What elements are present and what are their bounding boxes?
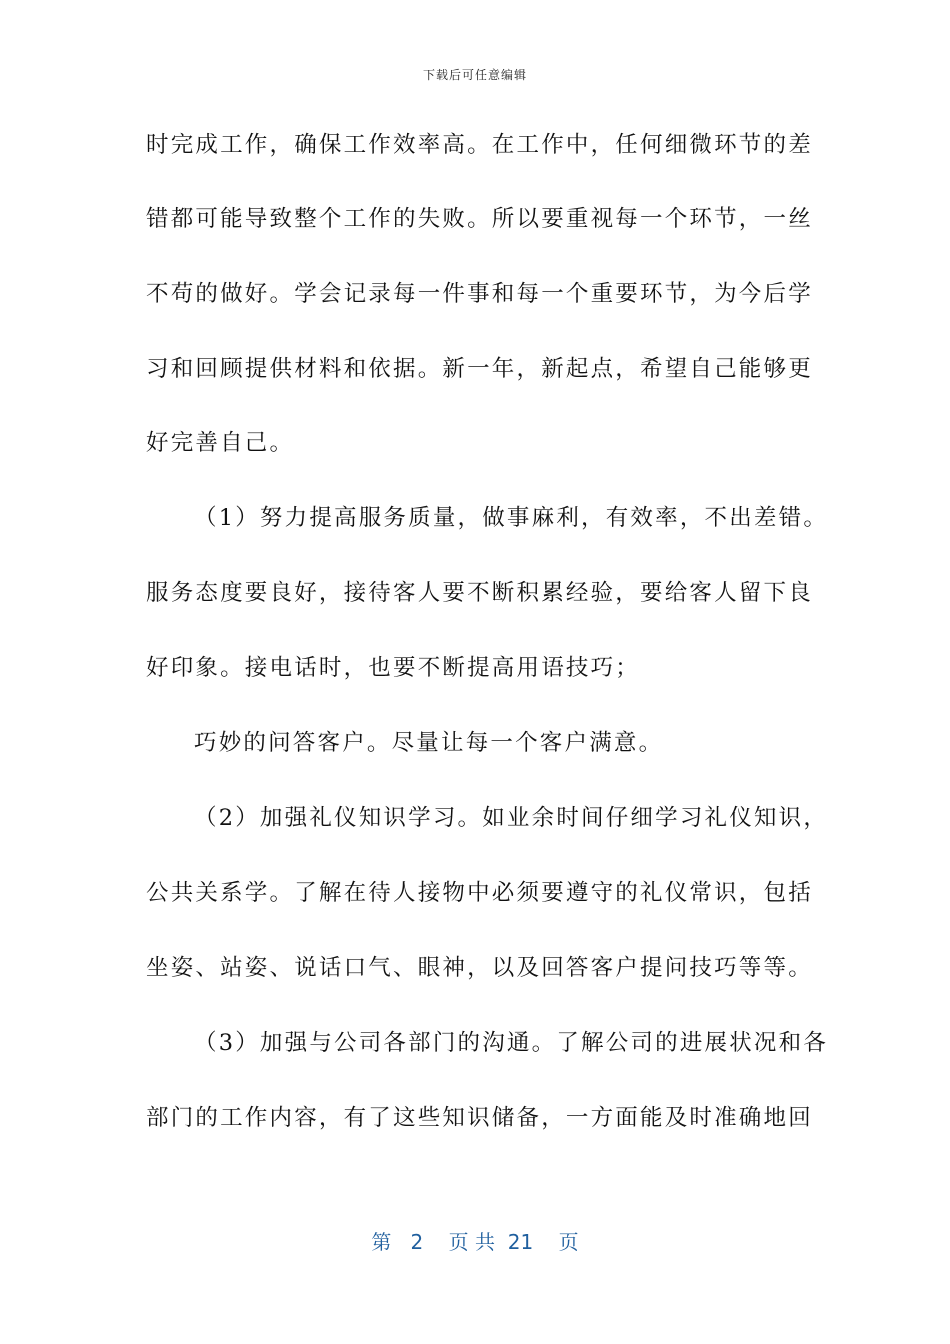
text-line: 公共关系学。了解在待人接物中必须要遵守的礼仪常识，包括	[146, 880, 813, 906]
text-line: 坐姿、站姿、说话口气、眼神，以及回答客户提问技巧等等。	[146, 955, 813, 981]
text-line: （3）加强与公司各部门的沟通。了解公司的进展状况和各	[194, 1030, 829, 1056]
text-line: 部门的工作内容，有了这些知识储备，一方面能及时准确地回	[146, 1105, 813, 1131]
footer-prefix: 第	[371, 1230, 392, 1254]
current-page-number: 2	[410, 1230, 424, 1254]
text-line: 巧妙的问答客户。尽量让每一个客户满意。	[194, 730, 664, 756]
text-line: （2）加强礼仪知识学习。如业余时间仔细学习礼仪知识，	[194, 805, 829, 831]
total-pages-number: 21	[507, 1230, 534, 1254]
text-line: 时完成工作，确保工作效率高。在工作中，任何细微环节的差	[146, 132, 813, 158]
page-footer	[0, 1226, 950, 1255]
header-note: 下载后可任意编辑	[422, 68, 527, 82]
text-line: 不苟的做好。学会记录每一件事和每一个重要环节，为今后学	[146, 281, 813, 307]
text-line: （1）努力提高服务质量，做事麻利，有效率，不出差错。	[194, 505, 829, 531]
text-line: 习和回顾提供材料和依据。新一年，新起点，希望自己能够更	[146, 356, 813, 382]
text-line: 好印象。接电话时，也要不断提高用语技巧；	[146, 655, 641, 681]
text-line: 错都可能导致整个工作的失败。所以要重视每一个环节，一丝	[146, 206, 813, 232]
footer-suffix: 页	[558, 1230, 579, 1254]
footer-middle: 页 共	[448, 1230, 495, 1254]
text-line: 服务态度要良好，接待客人要不断积累经验，要给客人留下良	[146, 580, 813, 606]
text-line: 好完善自己。	[146, 430, 295, 456]
